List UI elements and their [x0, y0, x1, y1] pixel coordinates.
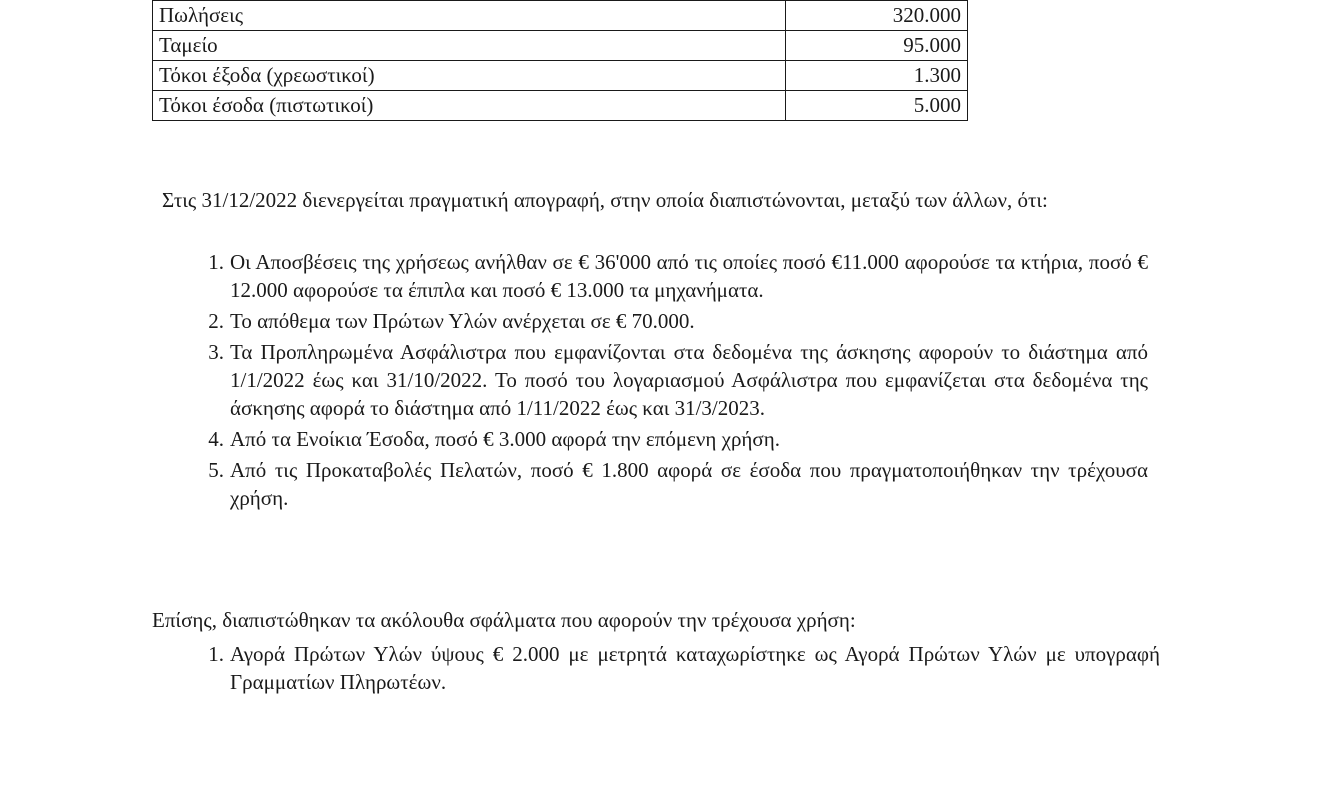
account-value: 1.300: [786, 61, 968, 91]
list-item-number: 2.: [208, 309, 224, 333]
list-item-text: Το απόθεμα των Πρώτων Υλών ανέρχεται σε € 70.000.: [230, 309, 695, 333]
errors-list: [208, 640, 1160, 696]
list-item: [208, 640, 1160, 696]
list-item-text: Οι Αποσβέσεις της χρήσεως ανήλθαν σε € 36'000 από τις οποίες ποσό €11.000 αφορούσε τα κτήρια, ποσό € 12.000 αφορούσε τα έπιπλα και ποσό € 13.000 τα μηχανήματα.: [230, 250, 1148, 302]
list-item: [208, 456, 1148, 512]
account-name: Πωλήσεις: [153, 1, 786, 31]
inventory-intro-paragraph: Στις 31/12/2022 διενεργείται πραγματική απογραφή, στην οποία διαπιστώνονται, μεταξύ των άλλων, ότι:: [162, 188, 1048, 212]
account-name: Ταμείο: [153, 31, 786, 61]
list-item-text: Από τις Προκαταβολές Πελατών, ποσό € 1.800 αφορά σε έσοδα που πραγματοποιήθηκαν την τρέχουσα χρήση.: [230, 458, 1148, 510]
findings-list: [208, 248, 1148, 515]
list-item: [208, 307, 1148, 335]
account-name: Τόκοι έξοδα (χρεωστικοί): [153, 61, 786, 91]
list-item-text: Από τα Ενοίκια Έσοδα, ποσό € 3.000 αφορά την επόμενη χρήση.: [230, 427, 780, 451]
account-name: Τόκοι έσοδα (πιστωτικοί): [153, 91, 786, 121]
account-value: 95.000: [786, 31, 968, 61]
list-item: [208, 248, 1148, 304]
table-row: [153, 1, 968, 31]
accounts-table: [152, 0, 968, 121]
table-row: [153, 91, 968, 121]
list-item-number: 4.: [208, 427, 224, 451]
list-item-number: 3.: [208, 340, 224, 364]
table-row: [153, 31, 968, 61]
list-item-number: 1.: [208, 250, 224, 274]
list-item: [208, 425, 1148, 453]
list-item-number: 5.: [208, 458, 224, 482]
table-row: [153, 61, 968, 91]
account-value: 5.000: [786, 91, 968, 121]
list-item-text: Αγορά Πρώτων Υλών ύψους € 2.000 με μετρητά καταχωρίστηκε ως Αγορά Πρώτων Υλών με υπογραφή Γραμματίων Πληρωτέων.: [230, 642, 1160, 694]
errors-intro-paragraph: Επίσης, διαπιστώθηκαν τα ακόλουθα σφάλματα που αφορούν την τρέχουσα χρήση:: [152, 608, 856, 632]
account-value: 320.000: [786, 1, 968, 31]
list-item-number: 1.: [208, 642, 224, 666]
list-item: [208, 338, 1148, 422]
list-item-text: Τα Προπληρωμένα Ασφάλιστρα που εμφανίζονται στα δεδομένα της άσκησης αφορούν το διάστημα από 1/1/2022 έως και 31/10/2022. Το ποσό του λογαριασμού Ασφάλιστρα που εμφανίζεται στα δεδομένα της άσκησης αφορά το διάστημα από 1/11/2022 έως και 31/3/2023.: [230, 340, 1148, 420]
